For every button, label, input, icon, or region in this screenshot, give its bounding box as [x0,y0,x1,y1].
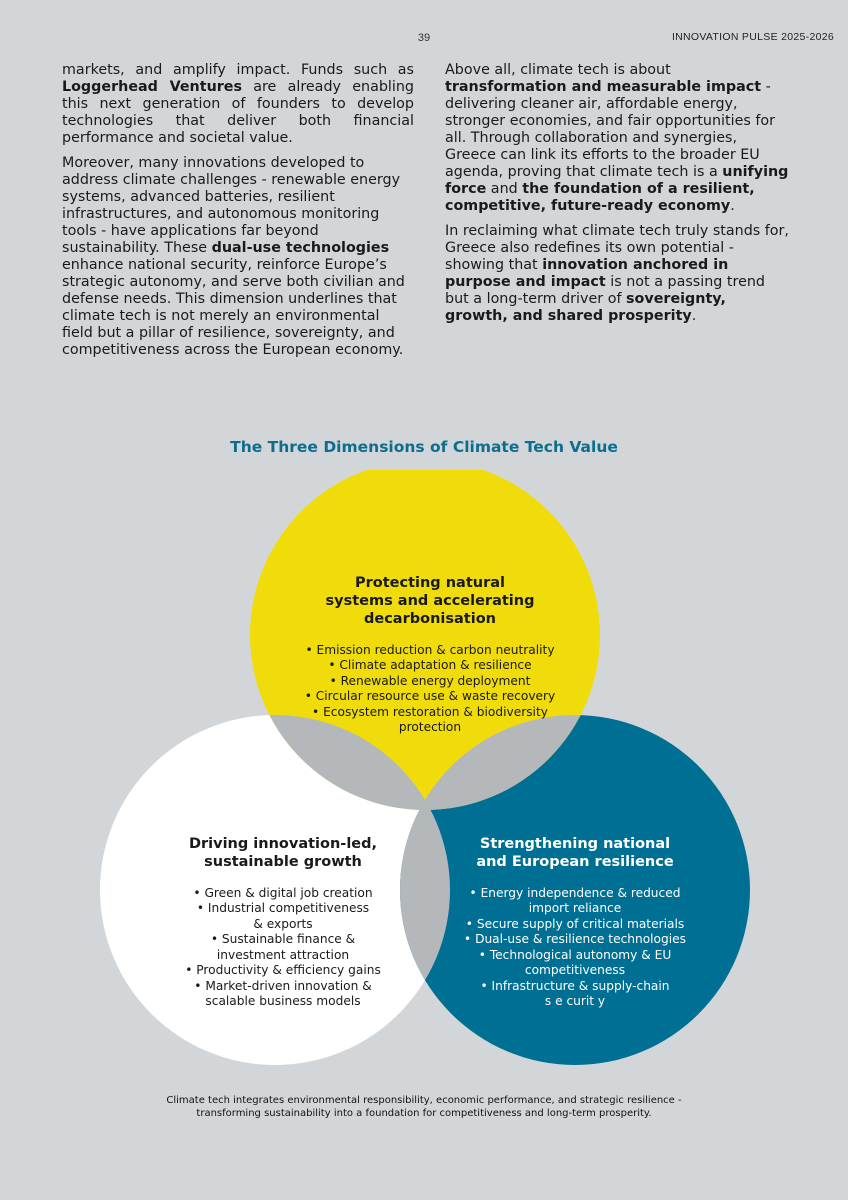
list-item: • Climate adaptation & resilience [328,658,532,673]
list-item: investment attraction [216,947,350,962]
growth-text [152,836,414,1010]
list-item: competitiveness [524,963,626,978]
list-item: • Renewable energy deployment [329,673,531,688]
list-item: • Infrastructure & supply-chain [480,978,670,993]
list-item: • Market-driven innovation & [194,978,372,993]
natural-systems-text [270,575,590,736]
list-item: • Circular resource use & waste recovery [304,689,556,704]
publication-title: INNOVATION PULSE 2025-2026 [671,31,834,43]
list-item: • Sustainable finance & [210,932,356,947]
list-item: protection [398,720,462,735]
list-item: • Technological autonomy & EU [478,947,672,962]
growth-list [152,886,414,1010]
list-item: scalable business models [205,994,361,1009]
list-item: • Productivity & efficiency gains [185,963,381,978]
list-item: • Ecosystem restoration & biodiversity [312,704,548,719]
list-item: • Green & digital job creation [193,885,373,900]
resilience-list [440,886,710,1010]
natural-systems-heading: Protecting natural systems and accelerating decarbonisation [325,575,535,627]
resilience-text [440,836,710,1010]
right-paragraph-2: In reclaiming what climate tech truly stands for, Greece also redefines its own potential - showing that innovation anchored in purpose and impact is not a passing trend but a long-term driver of sovereignty, growth, and shared prosperity. [445,223,789,324]
right-paragraph-1: Above all, climate tech is about transformation and measurable impact - delivering cleaner air, affordable energy, stronger economies, and fair opportunities for all. Through collaboration and synergies, Greece can link its efforts to the broader EU agenda, proving that climate tech is a unifying force and the foundation of a resilient, competitive, future-ready economy. [445,62,789,214]
list-item: • Secure supply of critical materials [465,916,685,931]
natural-systems-list [270,643,590,736]
list-item: • Emission reduction & carbon neutrality [305,642,555,657]
left-paragraph-2: Moreover, many innovations developed to address climate challenges - renewable energy systems, advanced batteries, resilient infrastructures, and autonomous monitoring tools - have applications far beyond sustainability. These dual-use technologies enhance national security, reinforce Europe’s strategic autonomy, and serve both civilian and defense needs. This dimension underlines that climate tech is not merely an environmental field but a pillar of resilience, sovereignty, and competitiveness across the European economy. [62,155,405,358]
diagram-caption: Climate tech integrates environmental responsibility, economic performance, and strategic resilience - transforming sustainability into a foundation for competitiveness and long-term prosperity. [166,1095,682,1119]
list-item: s e curit y [544,994,606,1009]
list-item: import reliance [528,901,622,916]
list-item: & exports [253,916,313,931]
resilience-heading: Strengthening national and European resilience [476,836,674,870]
growth-heading: Driving innovation-led, sustainable growth [188,836,378,870]
venn-circles [0,470,848,1090]
list-item: • Dual-use & resilience technologies [464,932,686,947]
right-text-column [445,62,790,333]
page-number: 39 [417,32,431,44]
left-paragraph-1: markets, and amplify impact. Funds such as Loggerhead Ventures are already enabling this next generation of founders to develop technologies that deliver both financial performance and societal value. [62,62,414,146]
venn-diagram [0,470,848,1090]
diagram-title: The Three Dimensions of Climate Tech Value [230,438,618,456]
list-item: • Energy independence & reduced [469,885,681,900]
left-text-column [62,62,414,367]
list-item: • Industrial competitiveness [196,901,370,916]
